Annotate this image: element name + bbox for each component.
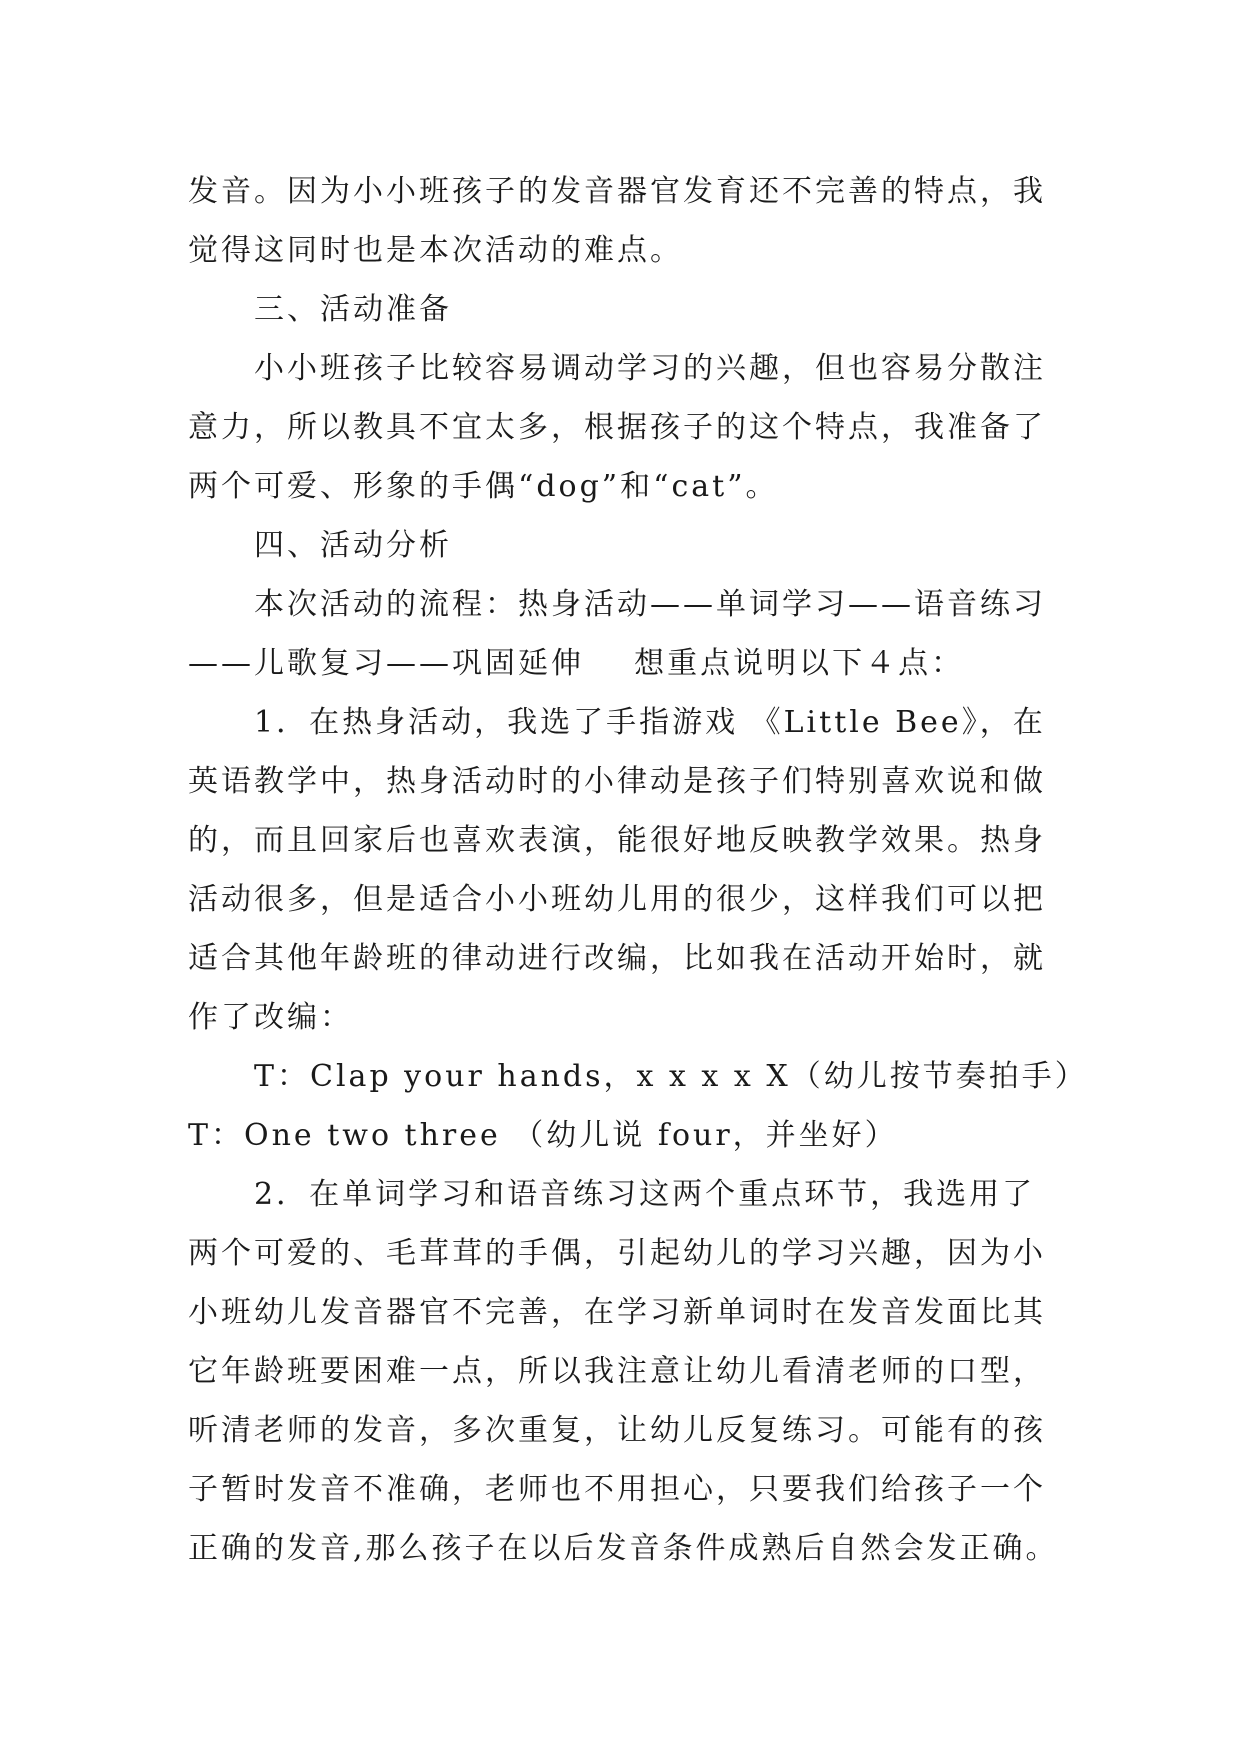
text-line: 适合其他年龄班的律动进行改编，比如我在活动开始时，就 bbox=[188, 941, 1046, 976]
text-line: 本次活动的流程：热身活动——单词学习——语音练习 bbox=[254, 587, 1046, 622]
text-line: 两个可爱的、毛茸茸的手偶，引起幼儿的学习兴趣，因为小 bbox=[188, 1236, 1046, 1271]
text-line: 它年龄班要困难一点，所以我注意让幼儿看清老师的口型， bbox=[188, 1354, 1046, 1389]
text-line: 小班幼儿发音器官不完善，在学习新单词时在发音发面比其 bbox=[188, 1295, 1046, 1330]
text-line: 两个可爱、形象的手偶“dog”和“cat”。 bbox=[188, 469, 779, 504]
text-line: 2．在单词学习和语音练习这两个重点环节，我选用了 bbox=[254, 1177, 1036, 1212]
text-line: 的，而且回家后也喜欢表演，能很好地反映教学效果。热身 bbox=[188, 823, 1046, 858]
text-line: 意力，所以教具不宜太多，根据孩子的这个特点，我准备了 bbox=[188, 410, 1046, 445]
text-line: 正确的发音,那么孩子在以后发音条件成熟后自然会发正确。 bbox=[188, 1531, 1059, 1566]
text-line: T：Clap your hands，x x x x X（幼儿按节奏拍手） bbox=[254, 1059, 1088, 1094]
text-line: 觉得这同时也是本次活动的难点。 bbox=[188, 233, 683, 268]
text-line: 作了改编： bbox=[188, 1000, 353, 1035]
document-body bbox=[188, 162, 1088, 1578]
section-heading: 四、活动分析 bbox=[254, 528, 452, 563]
section-heading: 三、活动准备 bbox=[254, 292, 452, 327]
text-line: 听清老师的发音，多次重复，让幼儿反复练习。可能有的孩 bbox=[188, 1413, 1046, 1448]
text-line: 子暂时发音不准确，老师也不用担心，只要我们给孩子一个 bbox=[188, 1472, 1046, 1507]
text-line: 英语教学中，热身活动时的小律动是孩子们特别喜欢说和做 bbox=[188, 764, 1046, 799]
text-line: 活动很多，但是适合小小班幼儿用的很少，这样我们可以把 bbox=[188, 882, 1046, 917]
text-line: 1．在热身活动，我选了手指游戏 《Little Bee》，在 bbox=[254, 705, 1046, 740]
text-line: ——儿歌复习——巩固延伸 想重点说明以下４点： bbox=[188, 646, 965, 681]
text-line: 小小班孩子比较容易调动学习的兴趣，但也容易分散注 bbox=[254, 351, 1046, 386]
text-line: 发音。因为小小班孩子的发音器官发育还不完善的特点，我 bbox=[188, 174, 1046, 209]
text-line: T：One two three （幼儿说 four，并坐好） bbox=[188, 1118, 898, 1153]
